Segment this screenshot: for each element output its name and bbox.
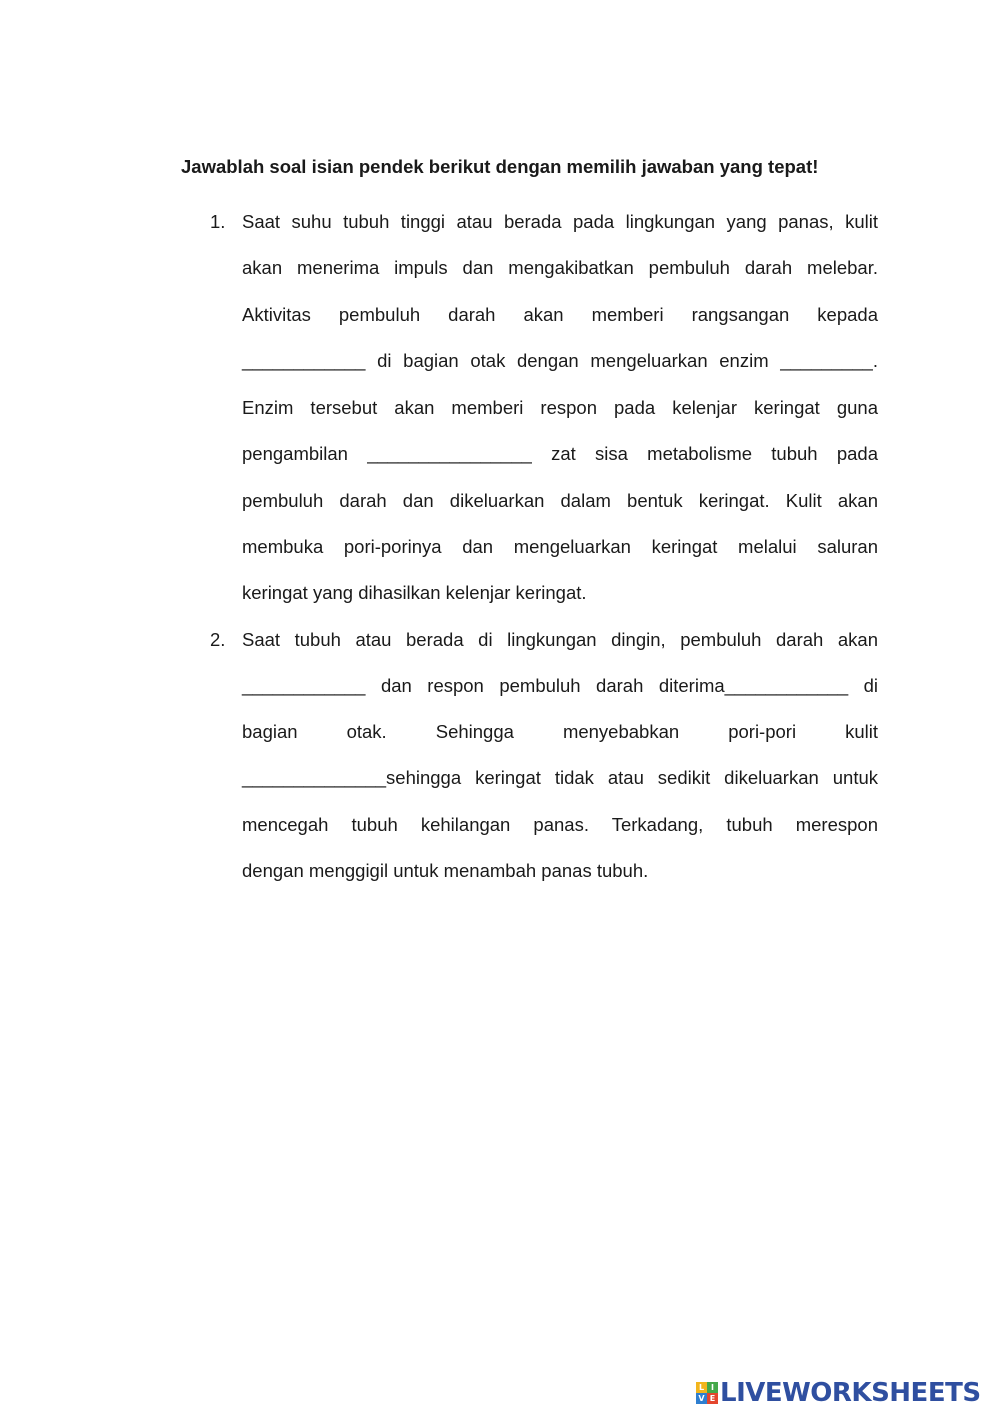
question-line: dengan menggigil untuk menambah panas tubuh. xyxy=(242,860,649,881)
question-line: akan menerima impuls dan mengakibatkan pembuluh darah melebar. xyxy=(242,257,878,278)
question-number: 2. xyxy=(210,629,226,650)
question-line-with-blanks[interactable]: ____________ dan respon pembuluh darah diterima____________ di xyxy=(242,675,878,696)
logo-mark-icon xyxy=(696,1382,718,1404)
question-line: membuka pori-porinya dan mengeluarkan keringat melalui saluran xyxy=(242,536,878,557)
logo-mark-letter: I xyxy=(707,1382,718,1393)
question-line: bagian otak. Sehingga menyebabkan pori-pori kulit xyxy=(242,721,878,742)
question-line-with-blank[interactable]: pengambilan ________________ zat sisa metabolisme tubuh pada xyxy=(242,443,878,464)
logo-mark-letter: L xyxy=(696,1382,707,1393)
question-line: mencegah tubuh kehilangan panas. Terkadang, tubuh merespon xyxy=(242,814,878,835)
question-line: Aktivitas pembuluh darah akan memberi rangsangan kepada xyxy=(242,304,878,325)
question-line: keringat yang dihasilkan kelenjar keringat. xyxy=(242,582,587,603)
question-line: Enzim tersebut akan memberi respon pada kelenjar keringat guna xyxy=(242,397,878,418)
worksheet-title: Jawablah soal isian pendek berikut dengan memilih jawaban yang tepat! xyxy=(181,156,819,177)
logo-mark-letter: V xyxy=(696,1393,707,1404)
question-line: Saat suhu tubuh tinggi atau berada pada lingkungan yang panas, kulit xyxy=(242,211,878,232)
question-line-with-blanks[interactable]: ____________ di bagian otak dengan mengeluarkan enzim _________. xyxy=(242,350,878,371)
logo-mark-letter: E xyxy=(707,1393,718,1404)
question-line-with-blank[interactable]: ______________sehingga keringat tidak atau sedikit dikeluarkan untuk xyxy=(242,767,878,788)
question-line: Saat tubuh atau berada di lingkungan dingin, pembuluh darah akan xyxy=(242,629,878,650)
question-number: 1. xyxy=(210,211,226,232)
liveworksheets-logo xyxy=(696,1378,981,1408)
logo-text: LIVEWORKSHEETS xyxy=(720,1378,981,1408)
question-line: pembuluh darah dan dikeluarkan dalam bentuk keringat. Kulit akan xyxy=(242,490,878,511)
